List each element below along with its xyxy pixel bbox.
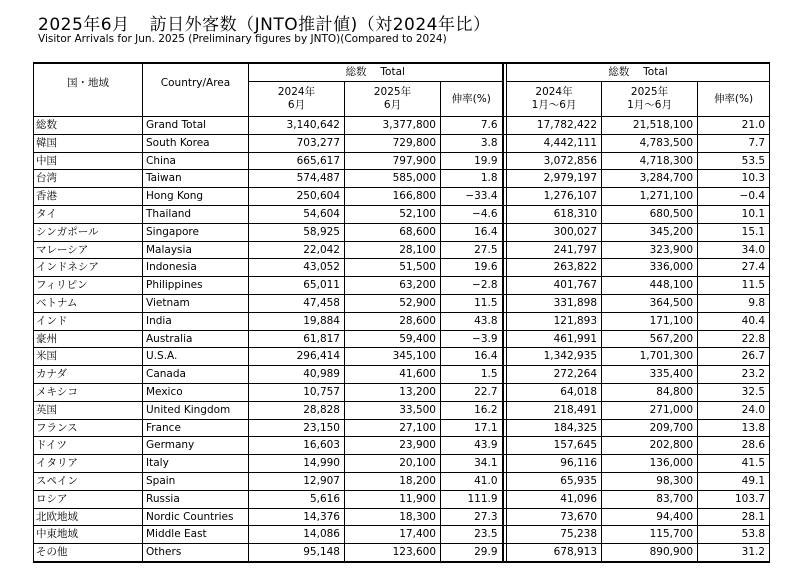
cell-ytd-2025: 4,718,300 — [602, 152, 698, 170]
cell-june-2024: 40,989 — [249, 366, 345, 384]
cell-ytd-growth: −0.4 — [698, 188, 770, 206]
cell-ytd-2024: 678,913 — [507, 544, 602, 562]
cell-june-2024: 58,925 — [249, 223, 345, 241]
cell-ytd-2024: 65,935 — [507, 472, 602, 490]
cell-region-jp: スペイン — [34, 472, 143, 490]
cell-ytd-2024: 331,898 — [507, 294, 602, 312]
cell-region-jp: 中国 — [34, 152, 143, 170]
table-row — [34, 508, 770, 526]
cell-ytd-2024: 4,442,111 — [507, 134, 602, 152]
cell-june-growth: 22.7 — [441, 383, 503, 401]
cell-june-2024: 14,086 — [249, 526, 345, 544]
report-subtitle: Visitor Arrivals for Jun. 2025 (Preliminary figures by JNTO)(Compared to 2024) — [38, 33, 447, 45]
cell-region-en: Canada — [143, 366, 249, 384]
table-row — [34, 330, 770, 348]
cell-june-2024: 14,990 — [249, 455, 345, 473]
cell-region-jp: 中東地域 — [34, 526, 143, 544]
cell-ytd-2025: 1,701,300 — [602, 348, 698, 366]
cell-region-en: Taiwan — [143, 170, 249, 188]
cell-ytd-2024: 121,893 — [507, 312, 602, 330]
cell-june-2024: 47,458 — [249, 294, 345, 312]
table-row — [34, 205, 770, 223]
cell-ytd-growth: 24.0 — [698, 401, 770, 419]
cell-region-jp: 英国 — [34, 401, 143, 419]
table-row — [34, 455, 770, 473]
cell-june-growth: 16.2 — [441, 401, 503, 419]
cell-region-en: U.S.A. — [143, 348, 249, 366]
cell-june-growth: −33.4 — [441, 188, 503, 206]
cell-june-2025: 52,900 — [345, 294, 441, 312]
cell-ytd-2025: 84,800 — [602, 383, 698, 401]
cell-region-en: Singapore — [143, 223, 249, 241]
cell-ytd-growth: 22.8 — [698, 330, 770, 348]
cell-ytd-growth: 103.7 — [698, 490, 770, 508]
cell-ytd-growth: 23.2 — [698, 366, 770, 384]
cell-ytd-growth: 13.8 — [698, 419, 770, 437]
cell-june-2024: 54,604 — [249, 205, 345, 223]
cell-june-2025: 68,600 — [345, 223, 441, 241]
table-row — [34, 152, 770, 170]
cell-june-2025: 33,500 — [345, 401, 441, 419]
cell-region-jp: インドネシア — [34, 259, 143, 277]
cell-june-2025: 3,377,800 — [345, 117, 441, 135]
cell-ytd-2025: 448,100 — [602, 277, 698, 295]
table-row — [34, 277, 770, 295]
cell-region-jp: メキシコ — [34, 383, 143, 401]
cell-june-2025: 27,100 — [345, 419, 441, 437]
cell-ytd-growth: 26.7 — [698, 348, 770, 366]
cell-june-2024: 12,907 — [249, 472, 345, 490]
cell-june-growth: 19.9 — [441, 152, 503, 170]
table-row — [34, 383, 770, 401]
cell-june-2025: 729,800 — [345, 134, 441, 152]
cell-ytd-2025: 271,000 — [602, 401, 698, 419]
cell-ytd-growth: 21.0 — [698, 117, 770, 135]
cell-ytd-2025: 3,284,700 — [602, 170, 698, 188]
cell-june-2024: 43,052 — [249, 259, 345, 277]
cell-region-jp: フィリピン — [34, 277, 143, 295]
cell-ytd-2025: 567,200 — [602, 330, 698, 348]
cell-region-en: China — [143, 152, 249, 170]
cell-ytd-growth: 10.1 — [698, 205, 770, 223]
cell-ytd-2024: 41,096 — [507, 490, 602, 508]
cell-june-2025: 123,600 — [345, 544, 441, 562]
cell-june-2024: 5,616 — [249, 490, 345, 508]
table-row — [34, 437, 770, 455]
cell-ytd-2025: 364,500 — [602, 294, 698, 312]
cell-ytd-2024: 75,238 — [507, 526, 602, 544]
table-row — [34, 259, 770, 277]
cell-region-jp: マレーシア — [34, 241, 143, 259]
cell-june-2024: 23,150 — [249, 419, 345, 437]
cell-region-en: Australia — [143, 330, 249, 348]
cell-june-2025: 18,200 — [345, 472, 441, 490]
cell-june-growth: 34.1 — [441, 455, 503, 473]
cell-region-jp: 総数 — [34, 117, 143, 135]
cell-region-jp: タイ — [34, 205, 143, 223]
cell-ytd-growth: 11.5 — [698, 277, 770, 295]
cell-ytd-2025: 136,000 — [602, 455, 698, 473]
cell-june-growth: 19.6 — [441, 259, 503, 277]
table-row — [34, 544, 770, 562]
table-row — [34, 223, 770, 241]
cell-region-en: Grand Total — [143, 117, 249, 135]
cell-june-2024: 665,617 — [249, 152, 345, 170]
table-row — [34, 490, 770, 508]
table-row — [34, 401, 770, 419]
cell-ytd-2024: 3,072,856 — [507, 152, 602, 170]
cell-june-2025: 585,000 — [345, 170, 441, 188]
cell-ytd-2024: 263,822 — [507, 259, 602, 277]
cell-region-en: Italy — [143, 455, 249, 473]
cell-june-growth: 17.1 — [441, 419, 503, 437]
cell-ytd-2024: 300,027 — [507, 223, 602, 241]
table-row — [34, 117, 770, 135]
header-region-jp: 国・地域 — [34, 63, 143, 117]
table-row — [34, 241, 770, 259]
cell-june-2024: 28,828 — [249, 401, 345, 419]
cell-region-en: Philippines — [143, 277, 249, 295]
cell-region-jp: 米国 — [34, 348, 143, 366]
cell-ytd-growth: 40.4 — [698, 312, 770, 330]
cell-june-2024: 703,277 — [249, 134, 345, 152]
cell-region-jp: イタリア — [34, 455, 143, 473]
cell-ytd-2024: 618,310 — [507, 205, 602, 223]
table-row — [34, 472, 770, 490]
cell-june-2025: 13,200 — [345, 383, 441, 401]
table-row — [34, 294, 770, 312]
cell-june-2024: 296,414 — [249, 348, 345, 366]
cell-ytd-2025: 335,400 — [602, 366, 698, 384]
cell-region-en: Middle East — [143, 526, 249, 544]
cell-june-2024: 3,140,642 — [249, 117, 345, 135]
cell-ytd-growth: 28.6 — [698, 437, 770, 455]
cell-ytd-growth: 41.5 — [698, 455, 770, 473]
cell-june-2025: 18,300 — [345, 508, 441, 526]
cell-ytd-2024: 1,342,935 — [507, 348, 602, 366]
cell-ytd-2024: 64,018 — [507, 383, 602, 401]
cell-ytd-2024: 96,116 — [507, 455, 602, 473]
cell-ytd-2025: 83,700 — [602, 490, 698, 508]
cell-ytd-2024: 272,264 — [507, 366, 602, 384]
cell-ytd-2024: 157,645 — [507, 437, 602, 455]
cell-region-jp: 台湾 — [34, 170, 143, 188]
cell-june-growth: −2.8 — [441, 277, 503, 295]
cell-region-jp: 豪州 — [34, 330, 143, 348]
cell-ytd-growth: 53.8 — [698, 526, 770, 544]
cell-ytd-2024: 2,979,197 — [507, 170, 602, 188]
table-row — [34, 134, 770, 152]
cell-region-jp: シンガポール — [34, 223, 143, 241]
cell-ytd-2025: 323,900 — [602, 241, 698, 259]
cell-june-growth: −3.9 — [441, 330, 503, 348]
cell-ytd-growth: 27.4 — [698, 259, 770, 277]
cell-ytd-2024: 184,325 — [507, 419, 602, 437]
cell-june-2025: 17,400 — [345, 526, 441, 544]
cell-region-en: Nordic Countries — [143, 508, 249, 526]
cell-june-2025: 345,100 — [345, 348, 441, 366]
cell-ytd-2024: 1,276,107 — [507, 188, 602, 206]
cell-ytd-2024: 218,491 — [507, 401, 602, 419]
cell-region-jp: ロシア — [34, 490, 143, 508]
cell-region-en: Vietnam — [143, 294, 249, 312]
cell-june-2024: 10,757 — [249, 383, 345, 401]
cell-june-2025: 51,500 — [345, 259, 441, 277]
cell-june-growth: −4.6 — [441, 205, 503, 223]
cell-june-growth: 111.9 — [441, 490, 503, 508]
cell-ytd-2024: 461,991 — [507, 330, 602, 348]
header-2025-ytd: 2025年 1月～6月 — [602, 82, 698, 117]
cell-ytd-2025: 202,800 — [602, 437, 698, 455]
report-title — [38, 10, 491, 35]
cell-region-jp: ドイツ — [34, 437, 143, 455]
cell-june-2025: 797,900 — [345, 152, 441, 170]
cell-june-2025: 20,100 — [345, 455, 441, 473]
cell-june-2024: 250,604 — [249, 188, 345, 206]
cell-ytd-growth: 34.0 — [698, 241, 770, 259]
cell-june-growth: 23.5 — [441, 526, 503, 544]
cell-june-growth: 41.0 — [441, 472, 503, 490]
cell-ytd-2025: 209,700 — [602, 419, 698, 437]
header-2024-ytd: 2024年 1月～6月 — [507, 82, 602, 117]
cell-june-2024: 65,011 — [249, 277, 345, 295]
cell-region-en: United Kingdom — [143, 401, 249, 419]
header-group-ytd: 総数 Total — [507, 63, 770, 82]
cell-ytd-2025: 21,518,100 — [602, 117, 698, 135]
cell-ytd-growth: 9.8 — [698, 294, 770, 312]
cell-region-en: South Korea — [143, 134, 249, 152]
cell-ytd-growth: 32.5 — [698, 383, 770, 401]
cell-ytd-2024: 17,782,422 — [507, 117, 602, 135]
cell-region-jp: カナダ — [34, 366, 143, 384]
cell-ytd-2025: 94,400 — [602, 508, 698, 526]
table-row — [34, 526, 770, 544]
cell-ytd-2025: 345,200 — [602, 223, 698, 241]
cell-ytd-2024: 241,797 — [507, 241, 602, 259]
header-group-month: 総数 Total — [249, 63, 503, 82]
visitor-arrivals-table — [33, 62, 770, 563]
table-row — [34, 419, 770, 437]
cell-june-2025: 28,100 — [345, 241, 441, 259]
cell-ytd-growth: 15.1 — [698, 223, 770, 241]
cell-june-2024: 22,042 — [249, 241, 345, 259]
cell-june-growth: 27.5 — [441, 241, 503, 259]
cell-june-growth: 1.5 — [441, 366, 503, 384]
cell-region-jp: ベトナム — [34, 294, 143, 312]
cell-region-en: Others — [143, 544, 249, 562]
cell-ytd-growth: 10.3 — [698, 170, 770, 188]
cell-ytd-2024: 401,767 — [507, 277, 602, 295]
cell-june-2025: 63,200 — [345, 277, 441, 295]
cell-june-growth: 27.3 — [441, 508, 503, 526]
cell-june-growth: 16.4 — [441, 348, 503, 366]
cell-ytd-2025: 336,000 — [602, 259, 698, 277]
cell-june-2024: 95,148 — [249, 544, 345, 562]
cell-region-jp: その他 — [34, 544, 143, 562]
cell-june-growth: 7.6 — [441, 117, 503, 135]
cell-june-2025: 52,100 — [345, 205, 441, 223]
cell-region-en: India — [143, 312, 249, 330]
cell-june-2025: 23,900 — [345, 437, 441, 455]
table-row — [34, 312, 770, 330]
cell-ytd-2025: 171,100 — [602, 312, 698, 330]
table-row — [34, 170, 770, 188]
cell-region-en: Malaysia — [143, 241, 249, 259]
cell-region-en: Indonesia — [143, 259, 249, 277]
cell-june-2025: 59,400 — [345, 330, 441, 348]
cell-june-growth: 11.5 — [441, 294, 503, 312]
cell-ytd-growth: 7.7 — [698, 134, 770, 152]
cell-june-growth: 1.8 — [441, 170, 503, 188]
cell-region-en: Germany — [143, 437, 249, 455]
cell-june-2025: 11,900 — [345, 490, 441, 508]
cell-june-2025: 41,600 — [345, 366, 441, 384]
cell-ytd-2025: 4,783,500 — [602, 134, 698, 152]
cell-june-2024: 14,376 — [249, 508, 345, 526]
cell-region-jp: 韓国 — [34, 134, 143, 152]
header-growth-rate: 伸率(%) — [441, 82, 503, 117]
cell-region-en: Hong Kong — [143, 188, 249, 206]
cell-ytd-2025: 1,271,100 — [602, 188, 698, 206]
table-row — [34, 348, 770, 366]
cell-june-growth: 29.9 — [441, 544, 503, 562]
cell-ytd-growth: 53.5 — [698, 152, 770, 170]
cell-ytd-2025: 680,500 — [602, 205, 698, 223]
cell-ytd-2024: 73,670 — [507, 508, 602, 526]
cell-ytd-growth: 28.1 — [698, 508, 770, 526]
cell-june-growth: 43.8 — [441, 312, 503, 330]
cell-region-jp: インド — [34, 312, 143, 330]
cell-region-en: France — [143, 419, 249, 437]
cell-june-2024: 61,817 — [249, 330, 345, 348]
cell-june-growth: 16.4 — [441, 223, 503, 241]
cell-region-en: Spain — [143, 472, 249, 490]
cell-region-en: Mexico — [143, 383, 249, 401]
cell-june-2024: 19,884 — [249, 312, 345, 330]
cell-ytd-2025: 98,300 — [602, 472, 698, 490]
cell-region-en: Russia — [143, 490, 249, 508]
cell-ytd-2025: 115,700 — [602, 526, 698, 544]
cell-ytd-growth: 49.1 — [698, 472, 770, 490]
header-growth-rate-ytd: 伸率(%) — [698, 82, 770, 117]
cell-june-2025: 166,800 — [345, 188, 441, 206]
header-2024-june: 2024年 6月 — [249, 82, 345, 117]
cell-june-2025: 28,600 — [345, 312, 441, 330]
header-2025-june: 2025年 6月 — [345, 82, 441, 117]
report-date: 2025年6月 — [38, 15, 130, 35]
cell-region-jp: 北欧地域 — [34, 508, 143, 526]
cell-region-jp: フランス — [34, 419, 143, 437]
cell-ytd-2025: 890,900 — [602, 544, 698, 562]
cell-region-en: Thailand — [143, 205, 249, 223]
cell-june-growth: 3.8 — [441, 134, 503, 152]
cell-ytd-growth: 31.2 — [698, 544, 770, 562]
cell-region-jp: 香港 — [34, 188, 143, 206]
table-row — [34, 188, 770, 206]
header-region-en: Country/Area — [143, 63, 249, 117]
cell-june-2024: 16,603 — [249, 437, 345, 455]
table-row — [34, 366, 770, 384]
cell-june-2024: 574,487 — [249, 170, 345, 188]
report-main-title: 訪日外客数（JNTO推計値)（対2024年比） — [149, 15, 491, 35]
cell-june-growth: 43.9 — [441, 437, 503, 455]
